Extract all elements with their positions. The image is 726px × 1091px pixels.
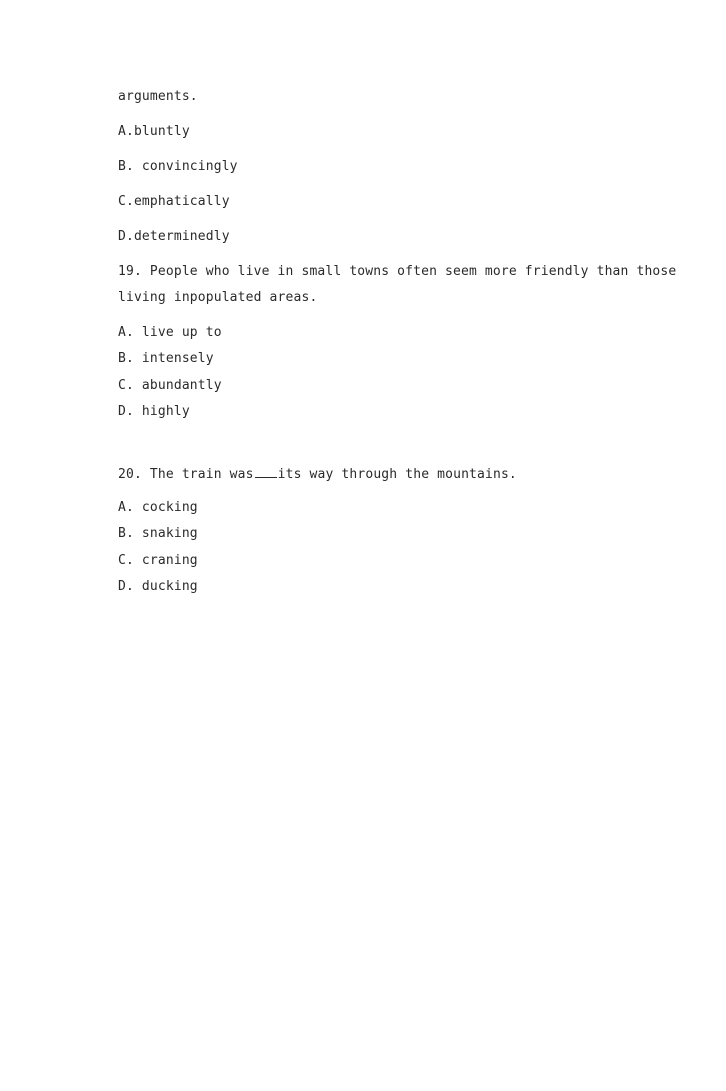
question-20-option-a: A. cocking xyxy=(118,500,198,515)
question-18-option-d: D.determinedly xyxy=(118,229,230,244)
question-19-option-b: B. intensely xyxy=(118,351,214,366)
question-18-stem-tail: arguments. xyxy=(118,89,198,104)
question-19-option-a: A. live up to xyxy=(118,325,222,340)
question-20-stem-before: 20. The train was xyxy=(118,467,254,482)
question-20-stem xyxy=(118,465,517,483)
answer-blank xyxy=(255,465,277,478)
question-20-option-d: D. ducking xyxy=(118,579,198,594)
question-18-option-a: A.bluntly xyxy=(118,124,190,139)
question-18-option-b: B. convincingly xyxy=(118,159,238,174)
question-18-option-c: C.emphatically xyxy=(118,194,230,209)
question-20-option-c: C. craning xyxy=(118,553,198,568)
question-19-stem-line2: living inpopulated areas. xyxy=(118,290,318,305)
question-19-option-c: C. abundantly xyxy=(118,378,222,393)
question-20-option-b: B. snaking xyxy=(118,526,198,541)
question-19-stem-line1: 19. People who live in small towns often seem more friendly than those xyxy=(118,264,677,279)
question-20-stem-after: its way through the mountains. xyxy=(277,467,517,482)
question-19-option-d: D. highly xyxy=(118,404,190,419)
